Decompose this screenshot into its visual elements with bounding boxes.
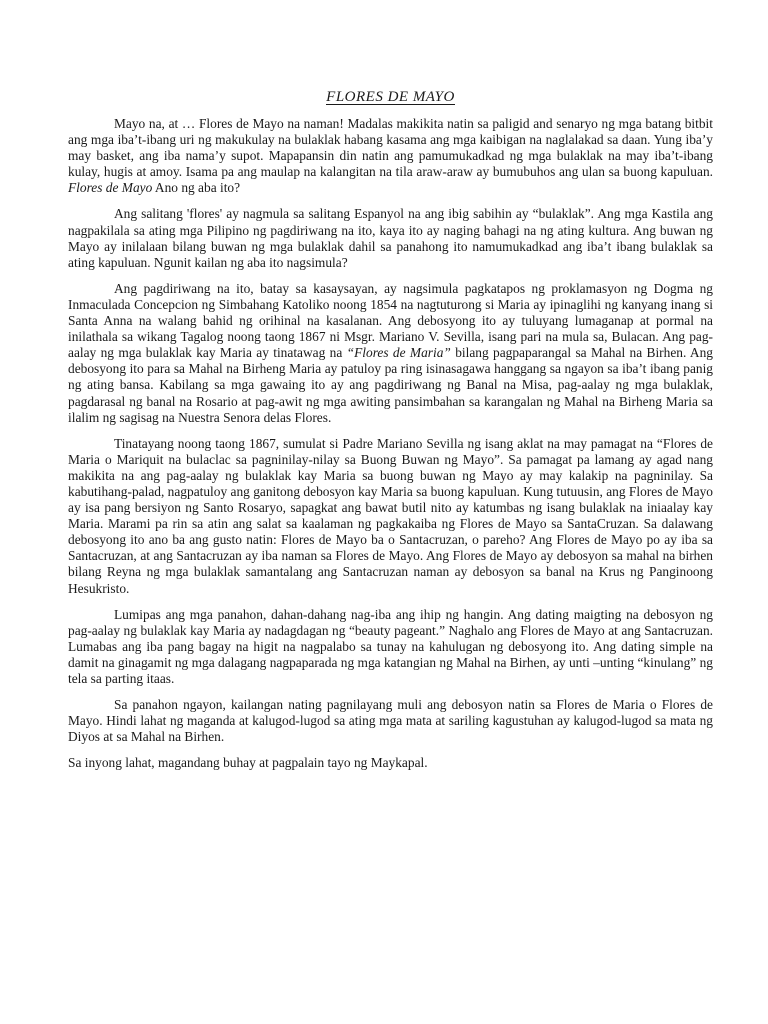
paragraph-2: Ang salitang 'flores' ay nagmula sa salitang Espanyol na ang ibig sabihin ay “bulaklak”. Ang mga Kastila ang nagpakilala sa ating mga Pilipino ng pagdiriwang na ito, kaya ito ay naging bahagi na ng ating kultura. Ang buwan ng Mayo ay inilalaan bilang buwan ng mga bulaklak dahil sa panahong ito namumukadkad ang iba’t ibang bulaklak sa ating kapuluan. Ngunit kailan ng aba ito nagsimula? — [68, 206, 713, 270]
document-title — [68, 88, 713, 106]
paragraph-4: Tinatayang noong taong 1867, sumulat si Padre Mariano Sevilla ng isang aklat na may pamagat na “Flores de Maria o Mariquit na bulaclac sa pagninilay-nilay sa Buong Buwan ng Mayo”. Sa pamagat pa lamang ay agad nang makikita na ang pag-aalay ng bulaklak kay Maria sa buong buwan ng Mayo ay may kalakip na pagninilay. Sa kabutihang-palad, nagpatuloy ang ganitong debosyon kay Maria sa buong kapuluan. Kung tutuusin, ang Flores de Mayo ay isa pang bersiyon ng Santo Rosaryo, sapagkat ang bawat butil nito ay katumbas ng isang bulaklak na iniaalay kay Maria. Marami pa rin sa atin ang salat sa kaalaman ng pagkakaiba ng Flores de Mayo sa SantaCruzan. Sa dalawang debosyong ito ano ba ang gusto natin: Flores de Mayo ba o Santacruzan, o pareho? Ang Flores de Mayo po ay iba sa Santacruzan, at ang Santacruzan ay iba naman sa Flores de Mayo. Ang Flores de Mayo ay debosyon sa mahal na birhen bilang Reyna ng mga bulaklak samantalang ang Santacruzan naman ay debosyon sa banal na Krus ng Panginoong Hesukristo. — [68, 435, 713, 596]
paragraph-6: Sa panahon ngayon, kailangan nating pagnilayang muli ang debosyon natin sa Flores de Maria o Flores de Mayo. Hindi lahat ng maganda at kalugod-lugod sa ating mga mata at sariling kagustuhan ay kalugod-lugod sa mata ng Diyos at sa Mahal na Birhen. — [68, 697, 713, 745]
paragraph-1-text-a: Mayo na, at … Flores de Mayo na naman! Madalas makikita natin sa paligid and senaryo ng mga batang bitbit ang mga iba’t-ibang uri ng makukulay na bulaklak habang kasama ang mga kaibigan na naglalakad sa daan. Yung iba’y may basket, ang iba nama’y supot. Mapapansin din natin ang pamumukadkad ng mga bulaklak na may iba’t-ibang kulay, hugis at amoy. Isama pa ang maulap na kalangitan na tila araw-araw ay bumubuhos ang ulan sa buong kapuluan. — [68, 116, 713, 180]
document-title-text: FLORES DE MAYO — [326, 89, 455, 105]
paragraph-7: Sa inyong lahat, magandang buhay at pagpalain tayo ng Maykapal. — [68, 755, 428, 771]
paragraph-1-italic: Flores de Mayo — [68, 180, 153, 196]
document-page — [68, 88, 713, 781]
paragraph-3-italic: “Flores de Maria” — [346, 345, 451, 361]
paragraph-1-text-b: Ano ng aba ito? — [152, 180, 241, 196]
paragraph-3-text-a: Ang pagdiriwang na ito, batay sa kasaysayan, ay nagsimula pagkatapos ng proklamasyon ng Dogma ng Inmaculada Concepcion ng Simbahang Katoliko noong 1854 na nagtuturong si Maria ay ipinaglihi ng kanyang inang si Santa Anna na walang bahid ng orihinal na kasalanan. Ang debosyong ito ay tuluyang lumaganap at pormal na inilathala sa wikang Tagalog noong taong 1867 ni Msgr. Mariano V. Sevilla, isang pari na mula sa, Bulacan. Ang pag-aalay ng mga bulaklak kay Maria ay tinatawag na — [68, 280, 713, 361]
paragraph-1 — [68, 116, 713, 196]
paragraph-3 — [68, 281, 713, 426]
paragraph-3-text-b: bilang pagpaparangal sa Mahal na Birhen. Ang debosyong ito para sa Mahal na Birheng Maria ay patuloy pa ring isinasagawa hanggang sa ngayon sa iba’t ibang panig ng ating bansa. Kabilang sa mga gawaing ito ay ang pagdiriwang ng Banal na Misa, pag-aalay ng mga bulaklak, pagdarasal ng banal na Rosario at pag-awit ng mga awiting pansimbahan sa karangalan ng Mahal na Birheng Maria sa ilalim ng sagisag na Nuestra Senora delas Flores. — [68, 345, 713, 425]
paragraph-5: Lumipas ang mga panahon, dahan-dahang nag-iba ang ihip ng hangin. Ang dating maigting na debosyon ng pag-aalay ng bulaklak kay Maria ay nadagdagan ng “beauty pageant.” Naghalo ang Flores de Mayo at ang Santacruzan. Lumabas ang iba pang bagay na higit na nagpalabo sa tunay na kahulugan ng debosyong ito. Ang dating simple na damit na ginagamit ng mga dalagang nagpaparada ng mga katangian ng Mahal na Birhen, ay unti –unting “kinulang” ng tela sa parting itaas. — [68, 606, 713, 686]
